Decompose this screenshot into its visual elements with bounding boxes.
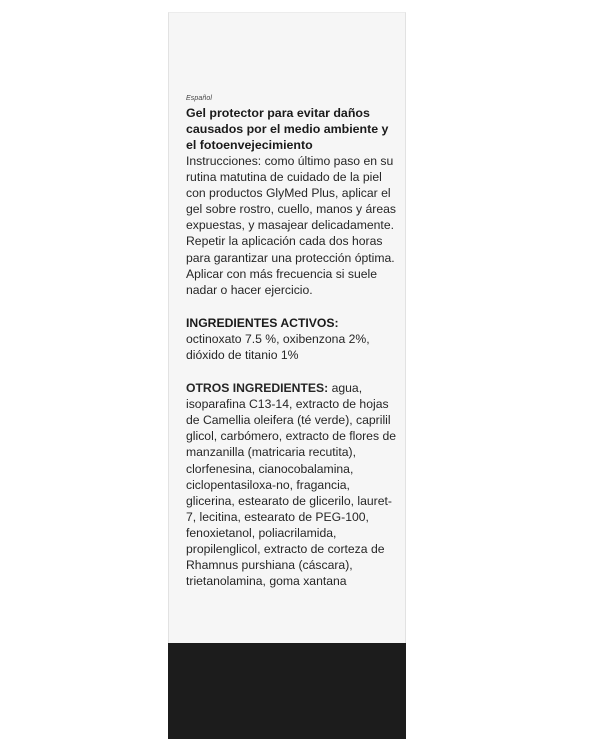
other-ingredients-heading: OTROS INGREDIENTES:	[186, 381, 329, 396]
spacer	[186, 363, 400, 380]
label-text-area	[186, 95, 400, 589]
language-label: Español	[186, 95, 212, 102]
active-ingredients-heading: INGREDIENTES ACTIVOS:	[186, 315, 339, 330]
product-title: Gel protector para evitar daños causados por el medio ambiente y el fotoenvejecimiento	[186, 106, 389, 152]
other-ingredients-paragraph	[186, 380, 400, 589]
other-ingredients-text: agua, isoparafina C13-14, extracto de hojas de Camellia oleifera (té verde), caprilil glicol, carbómero, extracto de flores de manzanilla (matricaria recutita), clorfenesina, cianocobalamina, ciclopentasiloxa-no, fragancia, glicerina, estearato de glicerilo, lauret-7, lecitina, estearato de PEG-100, fenoxietanol, poliacrilamida, propilenglicol, extracto de corteza de Rhamnus purshiana (cáscara), trietanolamina, goma xantana	[186, 381, 396, 589]
box-dark-bottom-band	[168, 643, 406, 739]
instructions-text: Instrucciones: como último paso en su rutina matutina de cuidado de la piel con productos GlyMed Plus, aplicar el gel sobre rostro, cuello, manos y áreas expuestas, y masajear delicadamente. Repetir la aplicación cada dos horas para garantizar una protección óptima. Aplicar con más frecuencia si suele nadar o hacer ejercicio.	[186, 154, 396, 297]
spacer	[186, 298, 400, 315]
active-ingredients-text: octinoxato 7.5 %, oxibenzona 2%, dióxido de titanio 1%	[186, 331, 370, 362]
